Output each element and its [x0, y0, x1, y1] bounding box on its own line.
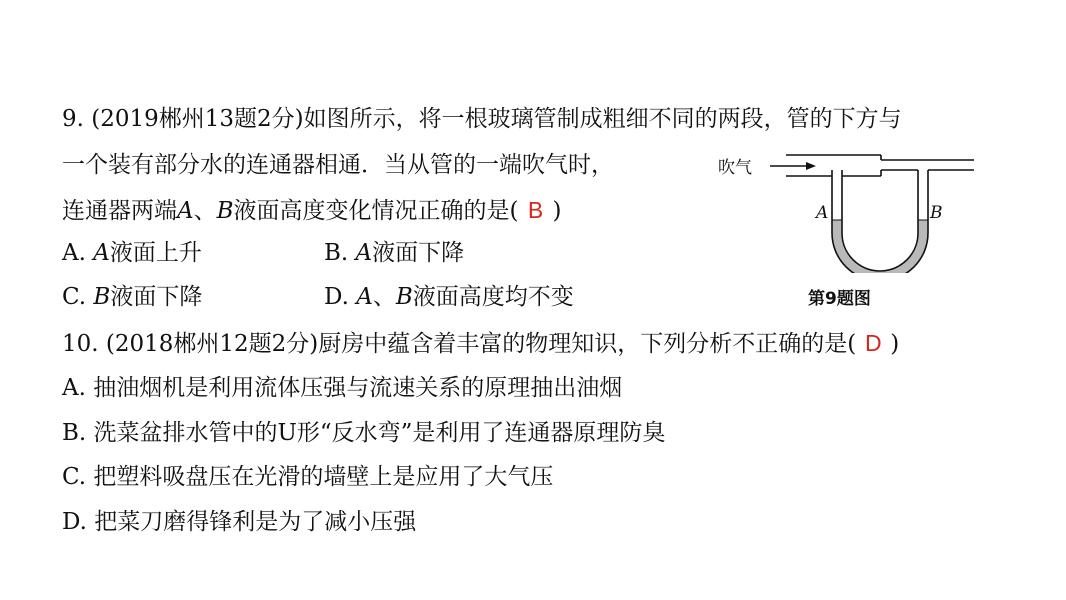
q9-stem-line1: 9. (2019郴州13题2分)如图所示，将一根玻璃管制成粗细不同的两段，管的下方与 — [62, 106, 902, 132]
q10-stem — [62, 328, 899, 359]
q9-option-c-prefix: C. — [62, 284, 94, 310]
q9-option-c-var: B — [93, 284, 111, 310]
figure-label-a: A — [816, 203, 829, 223]
q10-stem-text: 10. (2018郴州12题2分)厨房中蕴含着丰富的物理知识，下列分析不正确的是( — [62, 331, 857, 357]
q9-stem-line3-suffix: 液面高度变化情况正确的是( — [233, 198, 519, 224]
q9-figure-caption: 第9题图 — [808, 289, 871, 309]
q9-option-d-sep: 、 — [372, 284, 396, 310]
q10-option-a: A. 抽油烟机是利用流体压强与流速关系的原理抽出油烟 — [62, 375, 623, 401]
q9-option-a-text: 液面上升 — [109, 240, 202, 266]
q10-answer: D — [864, 330, 882, 356]
q9-option-d-text: 液面高度均不变 — [412, 284, 574, 310]
q9-answer: B — [527, 197, 544, 223]
water-fill — [832, 220, 928, 273]
q9-option-d — [324, 282, 574, 312]
q9-option-d-var1: A — [356, 284, 373, 310]
q10-option-d: D. 把菜刀磨得锋利是为了减小压强 — [62, 509, 417, 535]
q9-option-b-prefix: B. — [324, 240, 356, 266]
q9-option-b-var: A — [355, 240, 373, 266]
q9-option-b — [324, 238, 464, 268]
q10-close-paren: ) — [890, 331, 900, 357]
blow-arrow-head — [806, 162, 816, 170]
q9-option-a-var: A — [93, 240, 110, 266]
q9-stem-line2: 一个装有部分水的连通器相通．当从管的一端吹气时， — [62, 152, 614, 178]
q9-option-c-text: 液面下降 — [110, 284, 203, 310]
q9-option-b-text: 液面下降 — [372, 240, 465, 266]
blow-label: 吹气 — [718, 158, 752, 178]
q9-var-b: B — [216, 198, 234, 224]
u-tube-inner — [842, 170, 918, 271]
q9-stem-line3 — [62, 195, 562, 226]
q9-stem-line3-prefix: 连通器两端 — [62, 198, 177, 224]
q9-figure — [716, 148, 976, 273]
q9-sep: 、 — [193, 198, 217, 224]
q9-option-a — [62, 238, 202, 268]
q9-option-d-prefix: D. — [324, 284, 357, 310]
q9-var-a: A — [177, 198, 194, 224]
figure-label-b: B — [930, 203, 943, 223]
q9-option-c — [62, 282, 202, 312]
q9-option-d-var2: B — [395, 284, 413, 310]
q9-close-paren: ) — [552, 198, 562, 224]
q10-option-c: C. 把塑料吸盘压在光滑的墙壁上是应用了大气压 — [62, 464, 554, 490]
q9-option-a-prefix: A. — [62, 240, 94, 266]
q10-option-b: B. 洗菜盆排水管中的U形“反水弯”是利用了连通器原理防臭 — [62, 420, 666, 446]
